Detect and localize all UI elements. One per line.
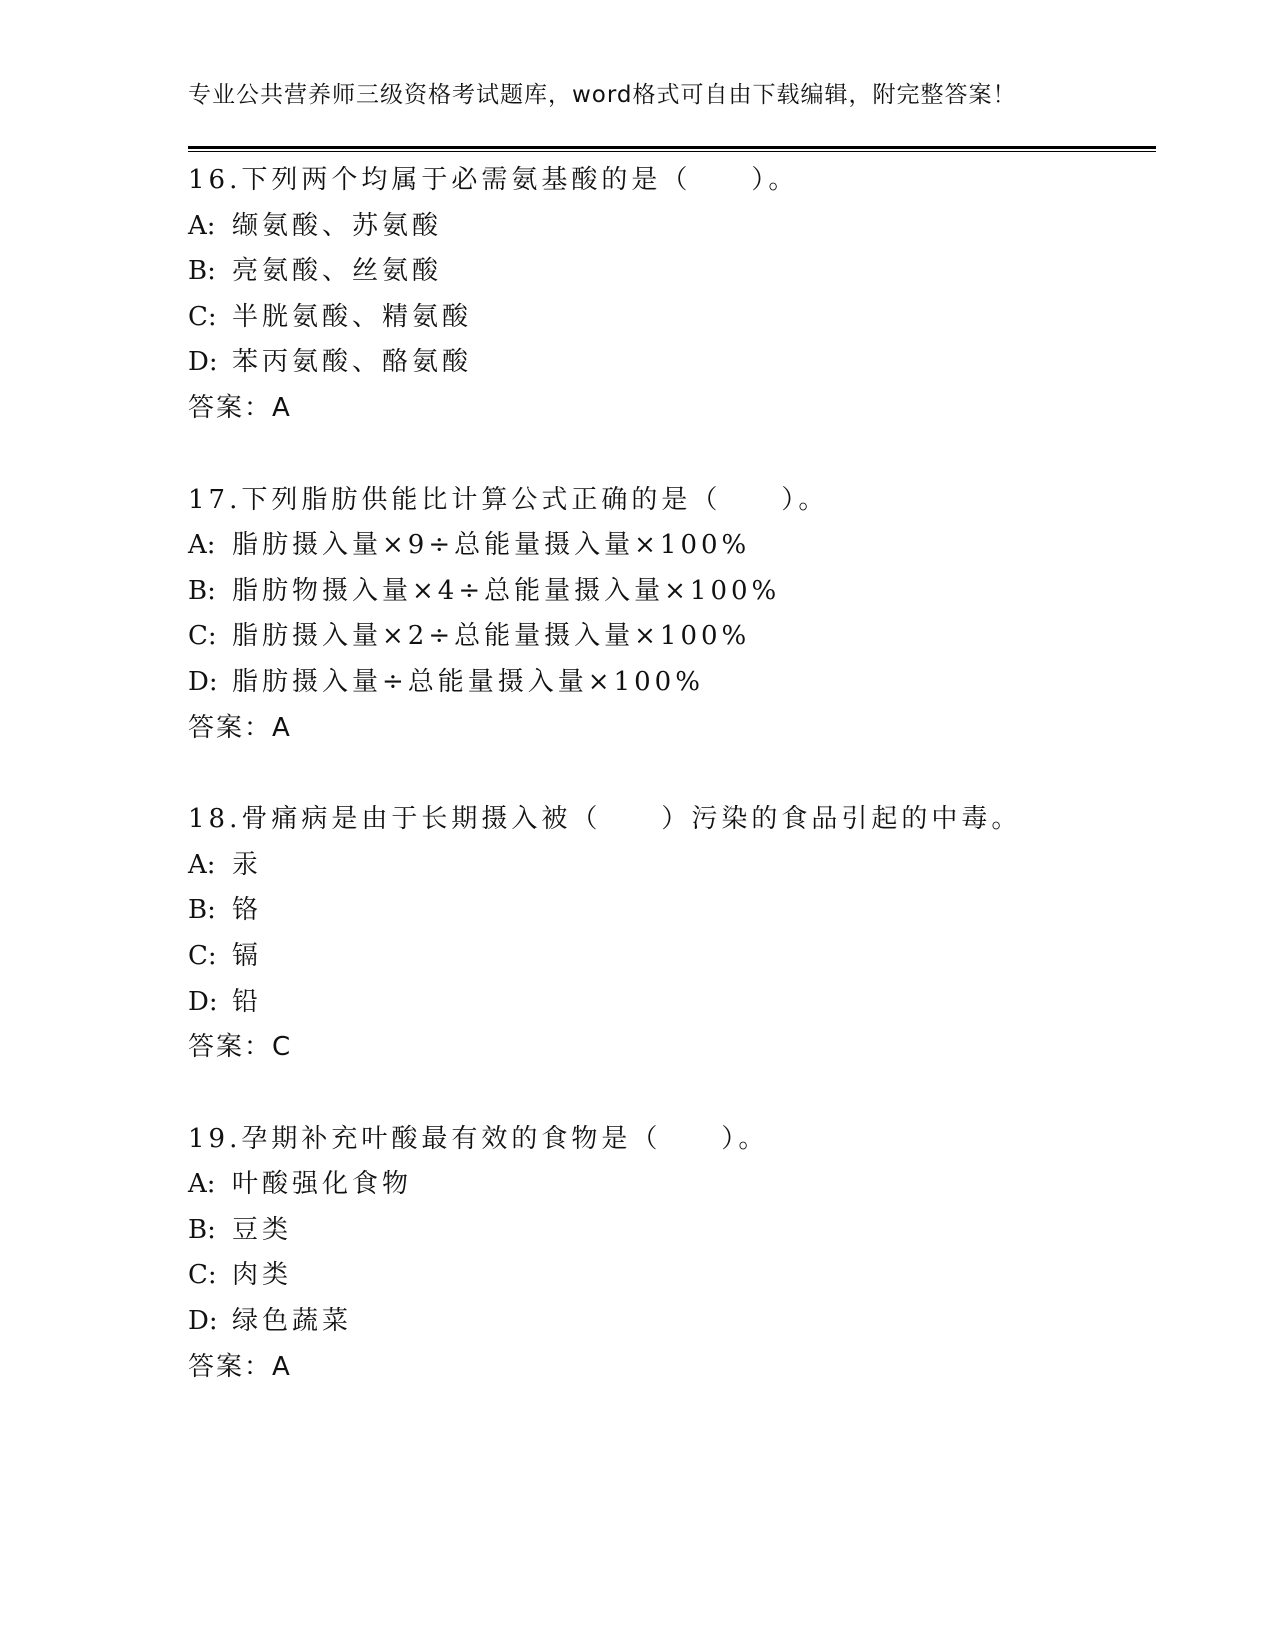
option-d [188, 980, 1156, 1026]
option-d [188, 340, 1156, 386]
option-d [188, 660, 1156, 706]
question-stem: 19.孕期补充叶酸最有效的食物是（ ）。 [188, 1123, 769, 1154]
option-a [188, 843, 1156, 889]
option-text: 半胱氨酸、精氨酸 [232, 301, 473, 332]
option-letter: B: [188, 1214, 216, 1245]
option-letter: A: [188, 849, 216, 880]
option-text: 缬氨酸、苏氨酸 [232, 210, 443, 241]
page-header: 专业公共营养师三级资格考试题库，word格式可自由下载编辑，附完整答案！ [188, 82, 1017, 108]
option-c [188, 934, 1156, 980]
option-letter: A: [188, 210, 216, 241]
option-letter: A: [188, 530, 216, 561]
option-b [188, 249, 1156, 295]
option-c [188, 295, 1156, 341]
option-text: 叶酸强化食物 [232, 1169, 413, 1200]
option-text: 绿色蔬菜 [232, 1306, 353, 1337]
answer-line: 答案：C [188, 1032, 293, 1063]
option-text: 脂肪物摄入量×4÷总能量摄入量×100% [232, 575, 781, 606]
answer-line: 答案：A [188, 712, 292, 743]
question-stem: 16.下列两个均属于必需氨基酸的是（ ）。 [188, 165, 799, 195]
question-17 [188, 478, 1156, 752]
option-letter: D: [188, 986, 218, 1017]
option-b [188, 888, 1156, 934]
option-letter: B: [188, 256, 216, 287]
question-18 [188, 797, 1156, 1071]
option-text: 豆类 [232, 1214, 293, 1245]
option-a [188, 523, 1156, 569]
option-text: 铬 [232, 895, 263, 926]
header-divider-thin [188, 151, 1156, 152]
option-c [188, 1253, 1156, 1299]
option-letter: B: [188, 575, 216, 606]
option-b [188, 569, 1156, 615]
question-19 [188, 1117, 1156, 1391]
option-letter: D: [188, 347, 218, 378]
option-text: 汞 [232, 849, 263, 880]
option-text: 脂肪摄入量×2÷总能量摄入量×100% [232, 621, 751, 652]
answer-line: 答案：A [188, 1351, 292, 1382]
option-letter: D: [188, 666, 218, 697]
question-stem: 18.骨痛病是由于长期摄入被（ ）污染的食品引起的中毒。 [188, 804, 1022, 835]
header-divider-thick [188, 146, 1156, 149]
answer-line: 答案：A [188, 392, 292, 423]
option-a [188, 1162, 1156, 1208]
question-list [188, 158, 1156, 1436]
option-letter: C: [188, 940, 217, 971]
option-letter: C: [188, 301, 217, 332]
option-letter: B: [188, 895, 216, 926]
option-text: 亮氨酸、丝氨酸 [232, 256, 443, 287]
option-text: 铅 [232, 986, 263, 1017]
option-letter: A: [188, 1169, 216, 1200]
option-text: 脂肪摄入量÷总能量摄入量×100% [232, 666, 704, 697]
option-text: 苯丙氨酸、酪氨酸 [232, 347, 473, 378]
question-16 [188, 158, 1156, 432]
option-text: 镉 [232, 940, 263, 971]
option-d [188, 1299, 1156, 1345]
option-text: 脂肪摄入量×9÷总能量摄入量×100% [232, 530, 751, 561]
option-a [188, 204, 1156, 250]
question-stem: 17.下列脂肪供能比计算公式正确的是（ ）。 [188, 484, 829, 515]
option-c [188, 614, 1156, 660]
option-letter: C: [188, 1260, 217, 1291]
option-letter: C: [188, 621, 217, 652]
option-letter: D: [188, 1306, 218, 1337]
option-b [188, 1208, 1156, 1254]
option-text: 肉类 [232, 1260, 293, 1291]
